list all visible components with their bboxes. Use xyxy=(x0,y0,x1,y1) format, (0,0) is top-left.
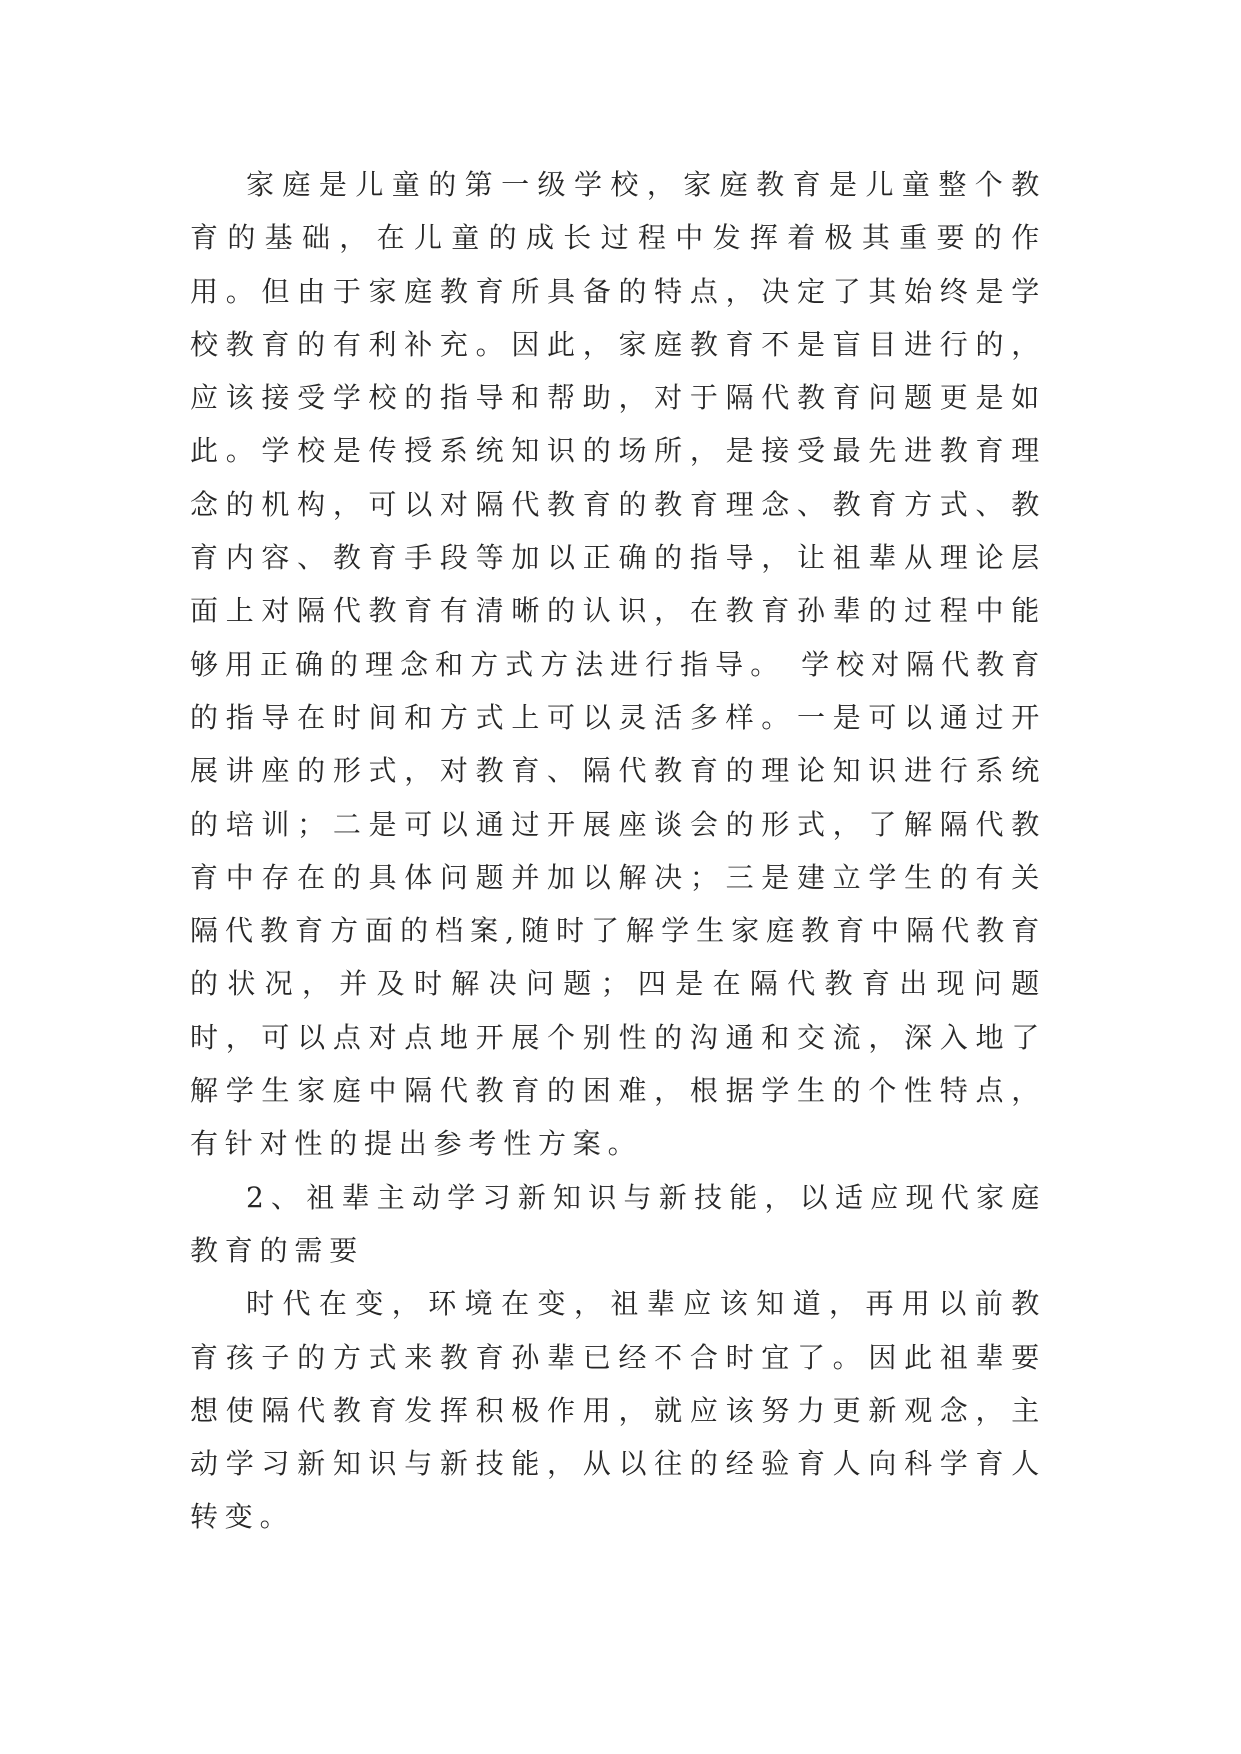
paragraph-school-guidance: 家庭是儿童的第一级学校，家庭教育是儿童整个教育的基础，在儿童的成长过程中发挥着极其重要的作用。但由于家庭教育所具备的特点，决定了其始终是学校教育的有利补充。因此，家庭教育不是盲目进行的，应该接受学校的指导和帮助，对于隔代教育问题更是如此。学校是传授系统知识的场所，是接受最先进教育理念的机构，可以对隔代教育的教育理念、教育方式、教育内容、教育手段等加以正确的指导，让祖辈从理论层面上对隔代教育有清晰的认识，在教育孙辈的过程中能够用正确的理念和方式方法进行指导。 学校对隔代教育的指导在时间和方式上可以灵活多样。一是可以通过开展讲座的形式，对教育、隔代教育的理论知识进行系统的培训；二是可以通过开展座谈会的形式，了解隔代教育中存在的具体问题并加以解决；三是建立学生的有关隔代教育方面的档案,随时了解学生家庭教育中隔代教育的状况，并及时解决问题；四是在隔代教育出现问题时，可以点对点地开展个别性的沟通和交流，深入地了解学生家庭中隔代教育的困难，根据学生的个性特点，有针对性的提出参考性方案。 xyxy=(190,168,1046,1161)
document-body xyxy=(190,158,1046,1544)
section-heading-grandparents-learning: 2、祖辈主动学习新知识与新技能，以适应现代家庭教育的需要 xyxy=(190,1180,1046,1267)
paragraph-changing-times: 时代在变，环境在变，祖辈应该知道，再用以前教育孩子的方式来教育孙辈已经不合时宜了。因此祖辈要想使隔代教育发挥积极作用，就应该努力更新观念，主动学习新知识与新技能，从以往的经验育人向科学育人转变。 xyxy=(190,1287,1046,1534)
